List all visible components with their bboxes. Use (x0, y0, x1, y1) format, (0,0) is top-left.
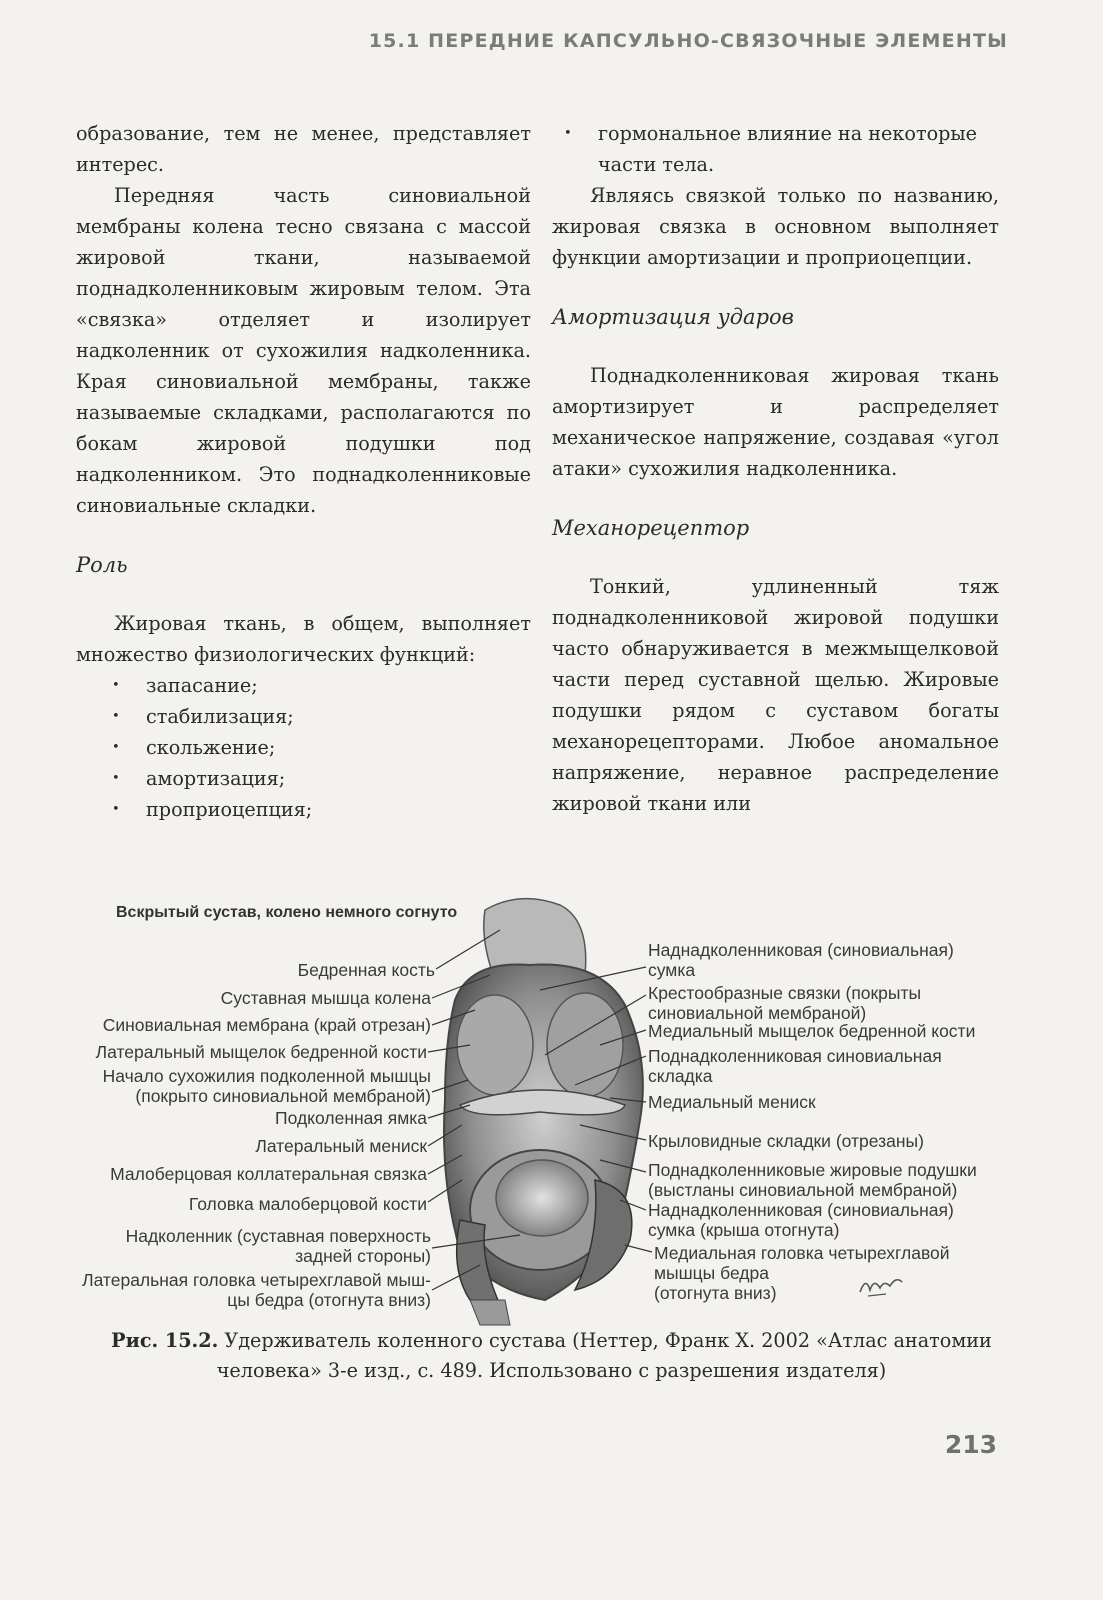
heading-mechanoreceptor: Механорецептор (552, 516, 750, 540)
bullet-icon: • (112, 709, 120, 724)
label-fibular-collateral: Малоберцовая коллатеральная связка (110, 1164, 427, 1184)
label-patella: Надколенник (суставная поверхность задней стороны) (125, 1226, 431, 1266)
label-medial-meniscus: Медиальный мениск (648, 1092, 816, 1112)
list-item: • амортизация; (76, 763, 531, 794)
label-medial-quadriceps: Медиальная головка четырехглавой мышцы бедра (отогнута вниз) (654, 1243, 950, 1303)
artist-signature (856, 1270, 906, 1300)
running-head: 15.1 ПЕРЕДНИЕ КАПСУЛЬНО-СВЯЗОЧНЫЕ ЭЛЕМЕНТЫ (368, 30, 1008, 52)
label-medial-condyle: Медиальный мыщелок бедренной кости (648, 1021, 976, 1041)
list-item: • скольжение; (76, 732, 531, 763)
label-popliteus-tendon: Начало сухожилия подколенной мышцы (покрыто синовиальной мембраной) (102, 1066, 431, 1106)
list-item: • запасание; (76, 670, 531, 701)
right-paragraph-3: Тонкий, удлиненный тяж поднадколенниковой жировой подушки часто обнаруживается в межмыщелковой части перед суставной щелью. Жировые подушки рядом с суставом богаты механорецепторами. Любое аномальное напряжение, неравное распределение жировой ткани или (552, 575, 999, 815)
label-synovial-membrane: Синовиальная мембрана (край отрезан) (102, 1015, 431, 1035)
caption-label: Рис. 15.2. (111, 1329, 219, 1352)
heading-shock-absorption: Амортизация ударов (552, 305, 794, 329)
left-paragraph-3: Жировая ткань, в общем, выполняет множество физиологических функций: (76, 612, 531, 666)
right-column (552, 118, 999, 819)
function-list (76, 670, 531, 825)
label-infrapatellar-fold: Поднадколенниковая синовиальная складка (648, 1046, 942, 1086)
left-paragraph-1: образование, тем не менее, представляет интерес. (76, 122, 531, 176)
bullet-icon: • (112, 678, 120, 693)
right-paragraph-1: Являясь связкой только по названию, жировая связка в основном выполняет функции амортизации и проприоцепции. (552, 184, 999, 269)
bullet-icon: • (112, 771, 120, 786)
label-fat-pads: Поднадколенниковые жировые подушки (выстланы синовиальной мембраной) (648, 1160, 977, 1200)
right-paragraph-2: Поднадколенниковая жировая ткань амортизирует и распределяет механическое напряжение, создавая «угол атаки» сухожилия надколенника. (552, 364, 999, 480)
label-popliteal-fossa: Подколенная ямка (275, 1108, 427, 1128)
bullet-icon: • (112, 740, 120, 755)
label-lateral-quadriceps: Латеральная головка четырехглавой мыш- цы бедра (отогнута вниз) (82, 1270, 431, 1310)
label-suprapatellar-bursa-roof: Наднадколенниковая (синовиальная) сумка (крыша отогнута) (648, 1200, 954, 1240)
list-item: • проприоцепция; (76, 794, 531, 825)
label-articularis-genus: Суставная мышца колена (220, 988, 431, 1008)
knee-figure (0, 880, 1103, 1330)
page-number: 213 (944, 1430, 997, 1459)
figure-caption (60, 1326, 1043, 1386)
left-paragraph-2: Передняя часть синовиальной мембраны колена тесно связана с массой жировой ткани, называемой поднадколенниковым жировым телом. Эта «связка» отделяет и изолирует надколенник от сухожилия надколенника. Края синовиальной мембраны, также называемые складками, располагаются по бокам жировой подушки под надколенником. Это поднадколенниковые синовиальные складки. (76, 184, 531, 517)
heading-role: Роль (76, 553, 128, 577)
label-lateral-condyle: Латеральный мыщелок бедренной кости (95, 1042, 427, 1062)
label-femur: Бедренная кость (297, 960, 435, 980)
label-alar-folds: Крыловидные складки (отрезаны) (648, 1131, 924, 1151)
figure-title: Вскрытый сустав, колено немного согнуто (116, 904, 458, 921)
left-column (76, 118, 531, 825)
bullet-icon: • (564, 126, 572, 141)
bullet-icon: • (112, 802, 120, 817)
label-fibula-head: Головка малоберцовой кости (188, 1194, 427, 1214)
label-cruciate-ligaments: Крестообразные связки (покрыты синовиальной мембраной) (648, 983, 922, 1023)
label-lateral-meniscus: Латеральный мениск (255, 1136, 427, 1156)
function-list-continued (552, 118, 999, 180)
list-item: • гормональное влияние на некоторые части тела. (552, 118, 999, 180)
label-suprapatellar-bursa: Наднадколенниковая (синовиальная) сумка (648, 940, 954, 980)
list-item: • стабилизация; (76, 701, 531, 732)
caption-text: Удерживатель коленного сустава (Неттер, Франк Х. 2002 «Атлас анатомии человека» 3-е изд., с. 489. Использовано с разрешения издателя) (216, 1329, 992, 1382)
